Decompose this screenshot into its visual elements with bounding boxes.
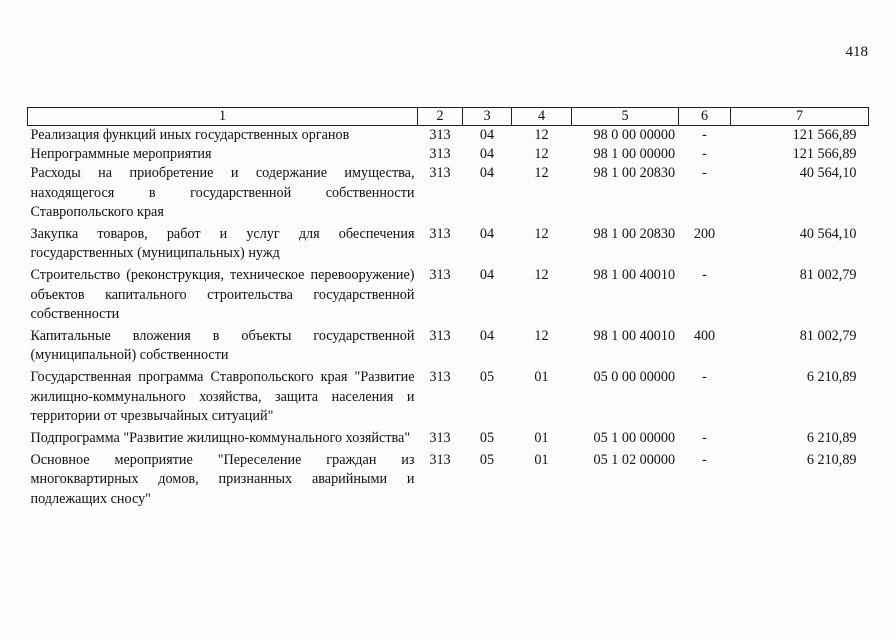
row-expense-type: - [702, 452, 707, 469]
row-target-article: 98 1 00 20830 [593, 165, 676, 182]
row-name: Закупка товаров, работ и услуг для обеспечения государственных (муниципальных) нужд [30, 226, 415, 262]
row-ministry-code: 313 [429, 165, 451, 182]
row-amount: 40 564,10 [799, 226, 857, 243]
column-header: 2 [418, 108, 463, 126]
row-name: Реализация функций иных государственных органов [30, 127, 350, 143]
row-section: 04 [479, 267, 495, 284]
row-ministry-code: 313 [429, 328, 451, 345]
row-amount: 6 210,89 [806, 369, 857, 386]
table-row [28, 368, 869, 429]
row-name: Основное мероприятие "Переселение граждан из многоквартирных домов, признанных аварийными и подлежащих сносу" [30, 452, 415, 507]
row-amount: 81 002,79 [799, 328, 857, 345]
row-section: 04 [479, 146, 495, 163]
row-amount: 121 566,89 [792, 146, 857, 163]
budget-table [27, 107, 869, 512]
row-amount: 6 210,89 [806, 430, 857, 447]
row-ministry-code: 313 [429, 430, 451, 447]
table-row [28, 164, 869, 225]
row-target-article: 05 0 00 00000 [593, 369, 676, 386]
row-ministry-code: 313 [429, 226, 451, 243]
row-subsection: 12 [534, 127, 549, 143]
column-header: 1 [28, 108, 418, 126]
table-row [28, 327, 869, 368]
row-expense-type: - [702, 165, 707, 182]
row-amount: 121 566,89 [792, 127, 857, 143]
row-name: Капитальные вложения в объекты государственной (муниципальной) собственности [30, 328, 415, 364]
row-target-article: 05 1 00 00000 [593, 430, 676, 447]
table-row [28, 429, 869, 451]
row-expense-type: 400 [693, 328, 716, 345]
column-header: 7 [731, 108, 869, 126]
row-name: Строительство (реконструкция, техническое перевооружение) объектов капитального строительства государственной собственности [30, 267, 415, 322]
row-name: Расходы на приобретение и содержание имущества, находящегося в государственной собственности Ставропольского края [30, 165, 415, 220]
row-name: Государственная программа Ставропольского края "Развитие жилищно-коммунального хозяйства, защита населения и территории от чрезвычайных ситуаций" [30, 369, 415, 424]
row-expense-type: - [702, 369, 707, 386]
column-header: 5 [572, 108, 679, 126]
row-name: Непрограммные мероприятия [30, 146, 212, 163]
row-ministry-code: 313 [429, 127, 451, 143]
row-subsection: 01 [534, 369, 549, 386]
table-row [28, 126, 869, 146]
row-section: 05 [479, 452, 495, 469]
row-ministry-code: 313 [429, 146, 451, 163]
row-section: 05 [479, 430, 495, 447]
row-subsection: 01 [534, 452, 549, 469]
row-target-article: 98 1 00 20830 [593, 226, 676, 243]
table-row [28, 451, 869, 512]
row-ministry-code: 313 [429, 452, 451, 469]
table-header-row [28, 108, 869, 126]
table-row [28, 266, 869, 327]
column-header: 4 [512, 108, 572, 126]
row-target-article: 98 1 00 00000 [593, 146, 676, 163]
row-expense-type: - [702, 267, 707, 284]
row-section: 04 [479, 328, 495, 345]
row-section: 04 [479, 165, 495, 182]
row-expense-type: - [702, 430, 707, 447]
row-subsection: 12 [534, 267, 549, 284]
row-target-article: 98 1 00 40010 [593, 267, 676, 284]
row-subsection: 12 [534, 226, 549, 243]
row-expense-type: 200 [693, 226, 716, 243]
table-row [28, 225, 869, 266]
row-amount: 6 210,89 [806, 452, 857, 469]
row-target-article: 98 1 00 40010 [593, 328, 676, 345]
row-subsection: 12 [534, 328, 549, 345]
row-ministry-code: 313 [429, 267, 451, 284]
row-section: 04 [479, 226, 495, 243]
row-expense-type: - [702, 146, 707, 163]
column-header: 6 [679, 108, 731, 126]
row-section: 04 [479, 127, 495, 143]
row-target-article: 98 0 00 00000 [593, 127, 676, 143]
row-subsection: 12 [534, 146, 549, 163]
row-ministry-code: 313 [429, 369, 451, 386]
row-section: 05 [479, 369, 495, 386]
table-row [28, 145, 869, 164]
page-number: 418 [845, 44, 868, 60]
row-subsection: 12 [534, 165, 549, 182]
row-target-article: 05 1 02 00000 [593, 452, 676, 469]
row-name: Подпрограмма "Развитие жилищно-коммунального хозяйства" [30, 430, 411, 447]
row-subsection: 01 [534, 430, 549, 447]
row-amount: 40 564,10 [799, 165, 857, 182]
row-amount: 81 002,79 [799, 267, 857, 284]
column-header: 3 [463, 108, 512, 126]
row-expense-type: - [702, 127, 707, 143]
